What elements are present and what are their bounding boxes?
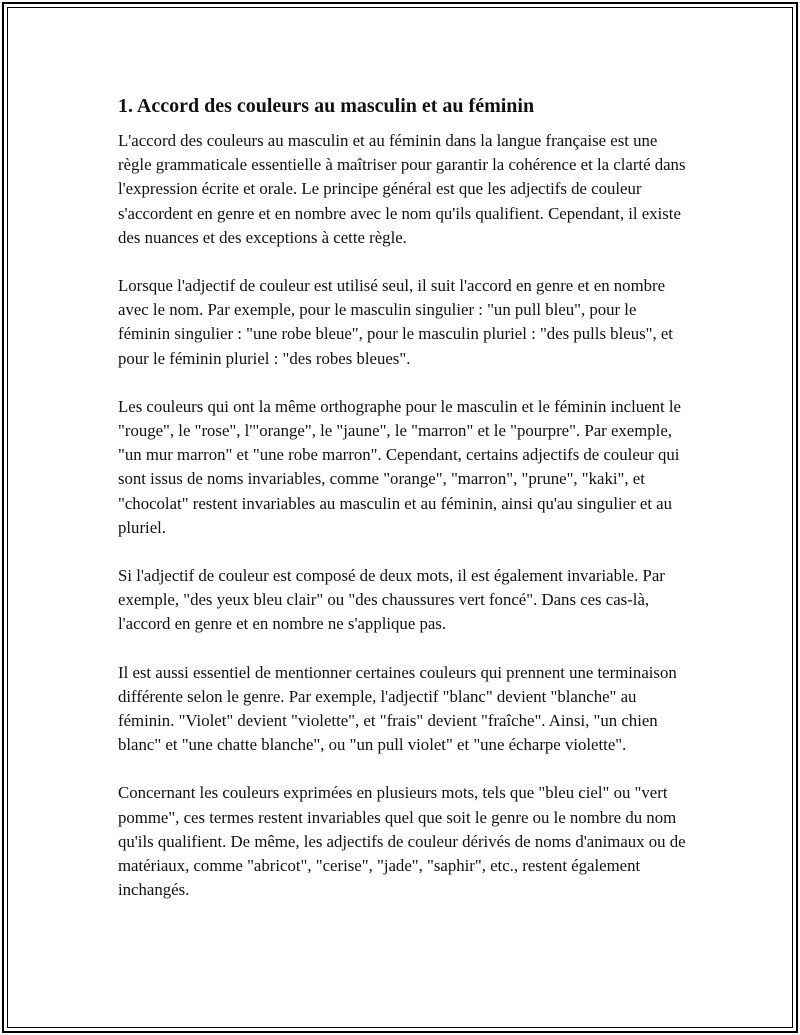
paragraph-multiword-colors: Concernant les couleurs exprimées en plusieurs mots, tels que "bleu ciel" ou "vert pomme", ces termes restent invariables quel que soit le genre ou le nombre du nom qu'ils qualifient. De même, les adjectifs de couleur dérivés de noms d'animaux ou de matériaux, comme "abricot", "cerise", "jade", "saphir", etc., restent également inchangés. [118,783,686,900]
document-body [118,93,690,926]
paragraph-simple-agreement: Lorsque l'adjectif de couleur est utilisé seul, il suit l'accord en genre et en nombre avec le nom. Par exemple, pour le masculin singulier : "un pull bleu", pour le féminin singulier : "une robe bleue", pour le masculin pluriel : "des pulls bleus", et pour le féminin pluriel : "des robes bleues". [118,276,673,368]
paragraph-intro: L'accord des couleurs au masculin et au féminin dans la langue française est une règle grammaticale essentielle à maîtriser pour garantir la cohérence et la clarté dans l'expression écrite et orale. Le principe général est que les adjectifs de couleur s'accordent en genre et en nombre avec le nom qu'ils qualifient. Cependant, il existe des nuances et des exceptions à cette règle. [118,131,686,247]
paragraph-gender-endings: Il est aussi essentiel de mentionner certaines couleurs qui prennent une terminaison différente selon le genre. Par exemple, l'adjectif "blanc" devient "blanche" au féminin. "Violet" devient "violette", et "frais" devient "fraîche". Ainsi, "un chien blanc" et "une chatte blanche", ou "un pull violet" et "une écharpe violette". [118,662,677,755]
section-title: 1. Accord des couleurs au masculin et au féminin [118,95,535,117]
paragraph-invariable-colors: Les couleurs qui ont la même orthographe pour le masculin et le féminin incluent le "rouge", le "rose", l'"orange", le "jaune", le "marron" et le "pourpre". Par exemple, "un mur marron" et "une robe marron". Cependant, certains adjectifs de couleur qui sont issus de noms invariables, comme "orange", "marron", "prune", "kaki", et "chocolat" restent invariables au masculin et au féminin, ainsi qu'au singulier et au pluriel. [118,396,681,537]
paragraph-compound-adjectives: Si l'adjectif de couleur est composé de deux mots, il est également invariable. Par exemple, "des yeux bleu clair" ou "des chaussures vert foncé". Dans ces cas-là, l'accord en genre et en nombre ne s'applique pas. [118,566,665,634]
